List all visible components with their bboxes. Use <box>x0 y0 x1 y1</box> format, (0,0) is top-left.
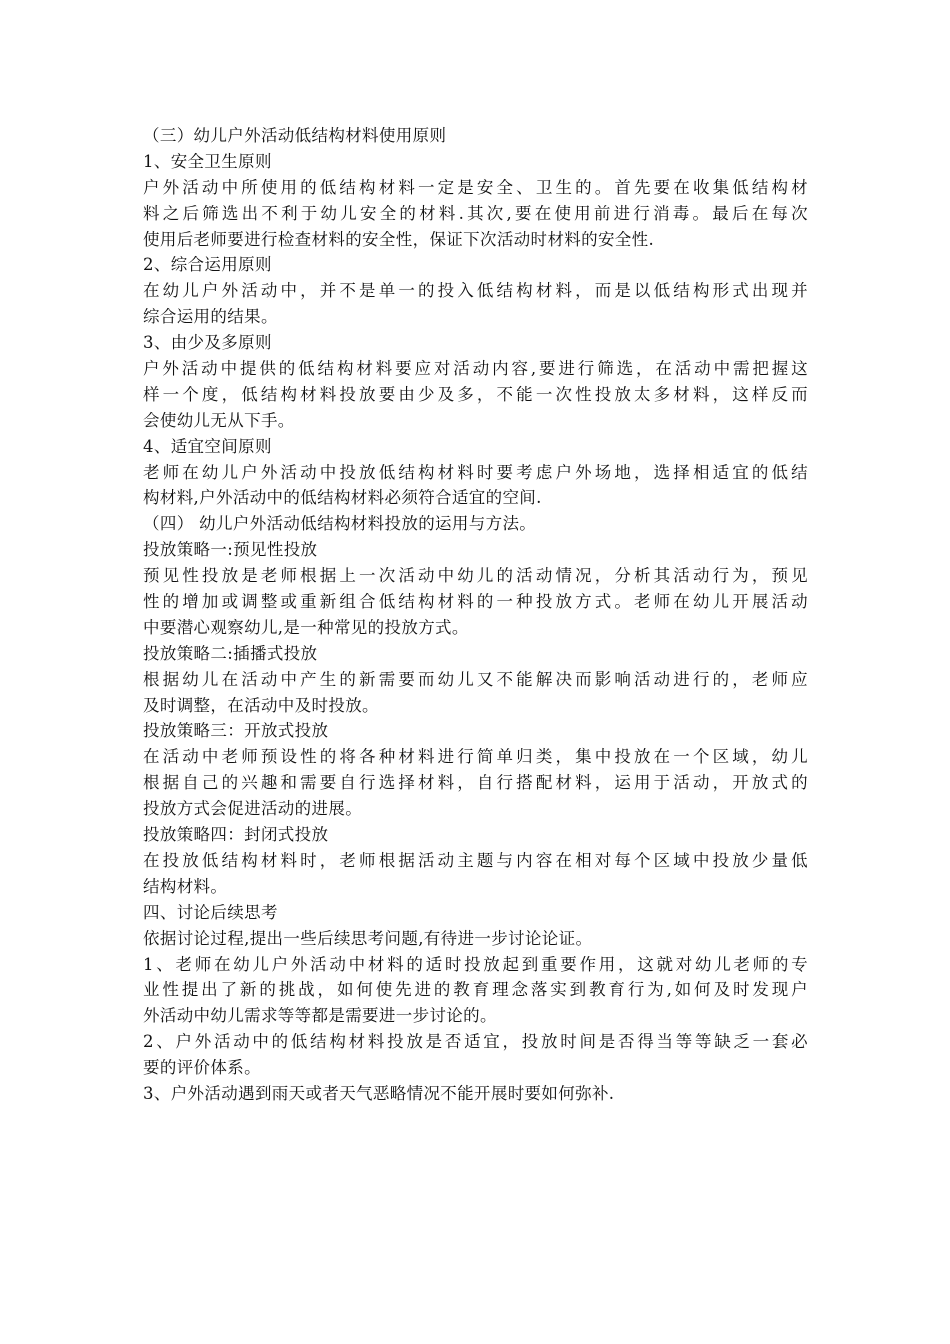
document-body <box>143 123 808 1107</box>
paragraph-line: 使用后老师要进行检查材料的安全性，保证下次活动时材料的安全性. <box>143 229 655 249</box>
paragraph-line: 1、老师在幼儿户外活动中材料的适时投放起到重要作用，这就对幼儿老师的专 <box>143 954 808 974</box>
paragraph-line: 结构材料。 <box>143 876 228 896</box>
section-heading-3: （三）幼儿户外活动低结构材料使用原则 <box>143 126 447 145</box>
paragraph-line: 中要潜心观察幼儿,是一种常见的投放方式。 <box>143 617 469 637</box>
paragraph-line: 要的评价体系。 <box>143 1058 261 1078</box>
subheading-less-to-more: 3、由少及多原则 <box>143 333 272 353</box>
paragraph-line: 2、户外活动中的低结构材料投放是否适宜，投放时间是否得当等等缺乏一套必 <box>143 1032 808 1052</box>
paragraph-line: 业性提出了新的挑战，如何使先进的教育理念落实到教育行为,如何及时发现户 <box>143 980 808 1000</box>
paragraph-line: 综合运用的结果。 <box>143 307 278 327</box>
paragraph-line: 构材料,户外活动中的低结构材料必须符合适宜的空间. <box>143 488 542 508</box>
paragraph-line: 在投放低结构材料时，老师根据活动主题与内容在相对每个区域中投放少量低 <box>143 850 808 870</box>
section-heading-discussion: 四、讨论后续思考 <box>143 902 278 922</box>
paragraph-line: 3、户外活动遇到雨天或者天气恶略情况不能开展时要如何弥补. <box>143 1083 615 1103</box>
paragraph-line: 老师在幼儿户外活动中投放低结构材料时要考虑户外场地，选择相适宜的低结 <box>143 462 808 482</box>
strategy-heading-2: 投放策略二:插播式投放 <box>143 643 318 663</box>
paragraph-line: 料之后筛选出不利于幼儿安全的材料.其次,要在使用前进行消毒。最后在每次 <box>143 203 808 223</box>
strategy-heading-4: 投放策略四：封闭式投放 <box>143 825 329 845</box>
paragraph-line: 户外活动中所使用的低结构材料一定是安全、卫生的。首先要在收集低结构材 <box>143 177 808 197</box>
paragraph-line: 投放方式会促进活动的进展。 <box>143 799 363 819</box>
paragraph-line: 样一个度，低结构材料投放要由少及多，不能一次性投放太多材料，这样反而 <box>143 384 808 404</box>
subheading-space: 4、适宜空间原则 <box>143 436 272 456</box>
paragraph-line: 依据讨论过程,提出一些后续思考问题,有待进一步讨论论证。 <box>143 928 593 948</box>
paragraph-line: 会使幼儿无从下手。 <box>143 410 295 430</box>
paragraph-line: 在幼儿户外活动中，并不是单一的投入低结构材料，而是以低结构形式出现并 <box>143 281 808 301</box>
strategy-heading-1: 投放策略一:预见性投放 <box>143 540 318 560</box>
paragraph-line: 性的增加或调整或重新组合低结构材料的一种投放方式。老师在幼儿开展活动 <box>143 592 808 612</box>
paragraph-line: 户外活动中提供的低结构材料要应对活动内容,要进行筛选，在活动中需把握这 <box>143 359 808 379</box>
paragraph-line: 外活动中幼儿需求等等都是需要进一步讨论的。 <box>143 1006 497 1026</box>
paragraph-line: 根据幼儿在活动中产生的新需要而幼儿又不能解决而影响活动进行的，老师应 <box>143 669 808 689</box>
subheading-safety: 1、安全卫生原则 <box>143 151 272 171</box>
paragraph-line: 及时调整，在活动中及时投放。 <box>143 695 379 715</box>
subheading-comprehensive: 2、综合运用原则 <box>143 255 272 275</box>
section-heading-4: （四） 幼儿户外活动低结构材料投放的运用与方法。 <box>143 514 537 534</box>
paragraph-line: 预见性投放是老师根据上一次活动中幼儿的活动情况，分析其活动行为，预见 <box>143 566 808 586</box>
paragraph-line: 在活动中老师预设性的将各种材料进行简单归类，集中投放在一个区域，幼儿 <box>143 747 808 767</box>
strategy-heading-3: 投放策略三：开放式投放 <box>143 721 329 741</box>
paragraph-line: 根据自己的兴趣和需要自行选择材料，自行搭配材料，运用于活动，开放式的 <box>143 773 808 793</box>
